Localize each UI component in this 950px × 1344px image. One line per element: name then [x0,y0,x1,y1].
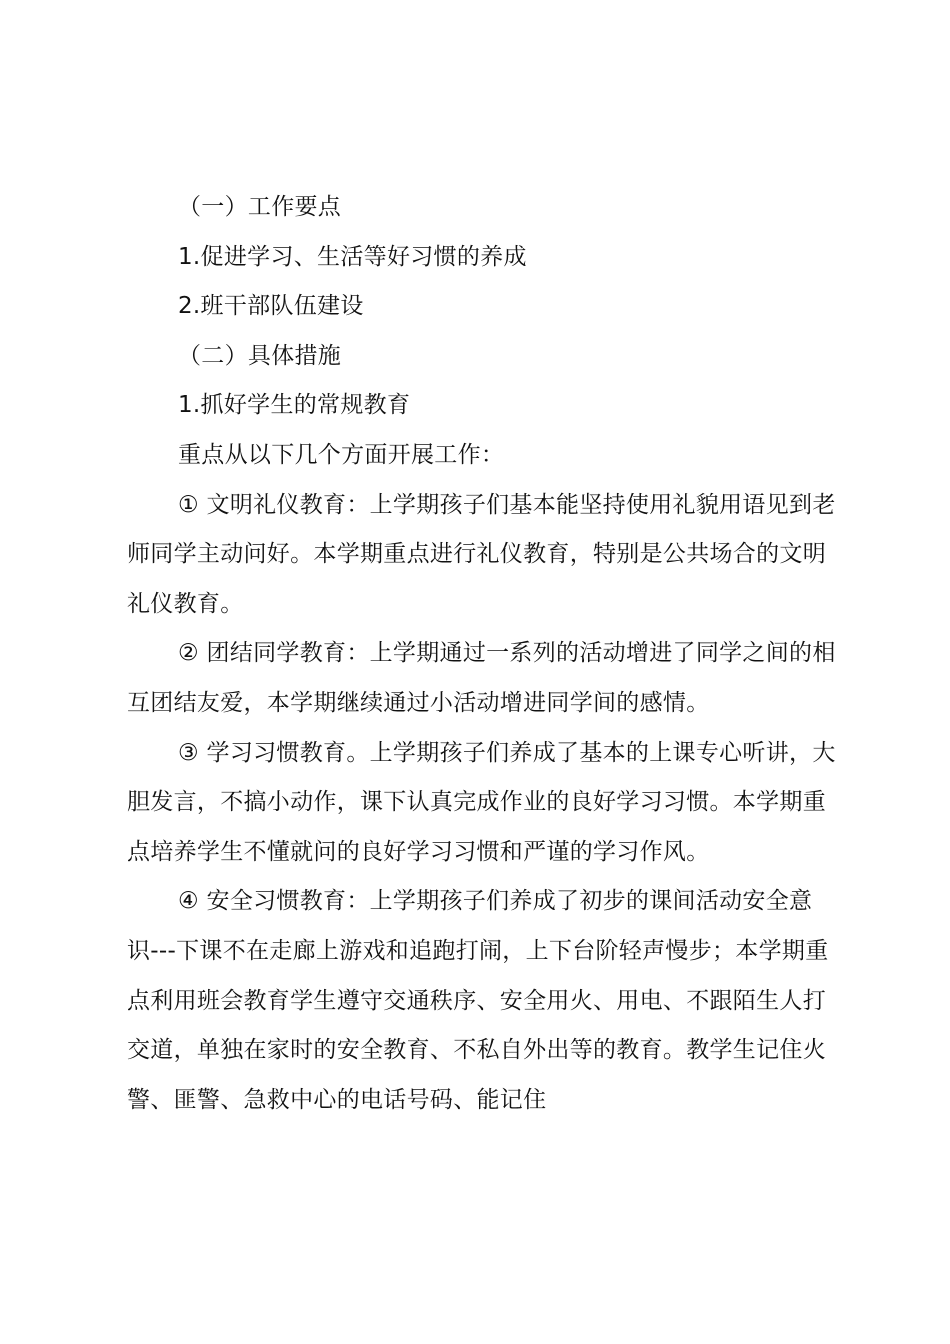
section-heading-measures: （二）具体措施 [178,342,342,369]
document-body [127,183,843,1125]
etiquette-education-paragraph: ① 文明礼仪教育：上学期孩子们基本能坚持使用礼貌用语见到老师同学主动问好。本学期重点进行礼仪教育，特别是公共场合的文明礼仪教育。 [127,491,836,617]
unity-education-paragraph: ② 团结同学教育：上学期通过一系列的活动增进了同学之间的相互团结友爱，本学期继续通过小活动增进同学间的感情。 [127,640,836,716]
section-heading-work-points: （一）工作要点 [178,194,342,220]
work-point-item-2: 2.班干部队伍建设 [178,293,364,320]
measures-intro: 重点从以下几个方面开展工作： [178,441,505,468]
measure-item-1: 1.抓好学生的常规教育 [178,392,411,419]
safety-habit-paragraph: ④ 安全习惯教育：上学期孩子们养成了初步的课间活动安全意识---下课不在走廊上游戏和追跑打闹，上下台阶轻声慢步；本学期重点利用班会教育学生遵守交通秩序、安全用火、用电、不跟陌生人打交道，单独在家时的安全教育、不私自外出等的教育。教学生记住火警、匪警、急救中心的电话号码、能记住 [127,888,829,1113]
study-habit-paragraph: ③ 学习习惯教育。上学期孩子们养成了基本的上课专心听讲，大胆发言，不搞小动作，课下认真完成作业的良好学习习惯。本学期重点培养学生不懂就问的良好学习习惯和严谨的学习作风。 [127,739,836,865]
work-point-item-1: 1.促进学习、生活等好习惯的养成 [178,243,527,270]
